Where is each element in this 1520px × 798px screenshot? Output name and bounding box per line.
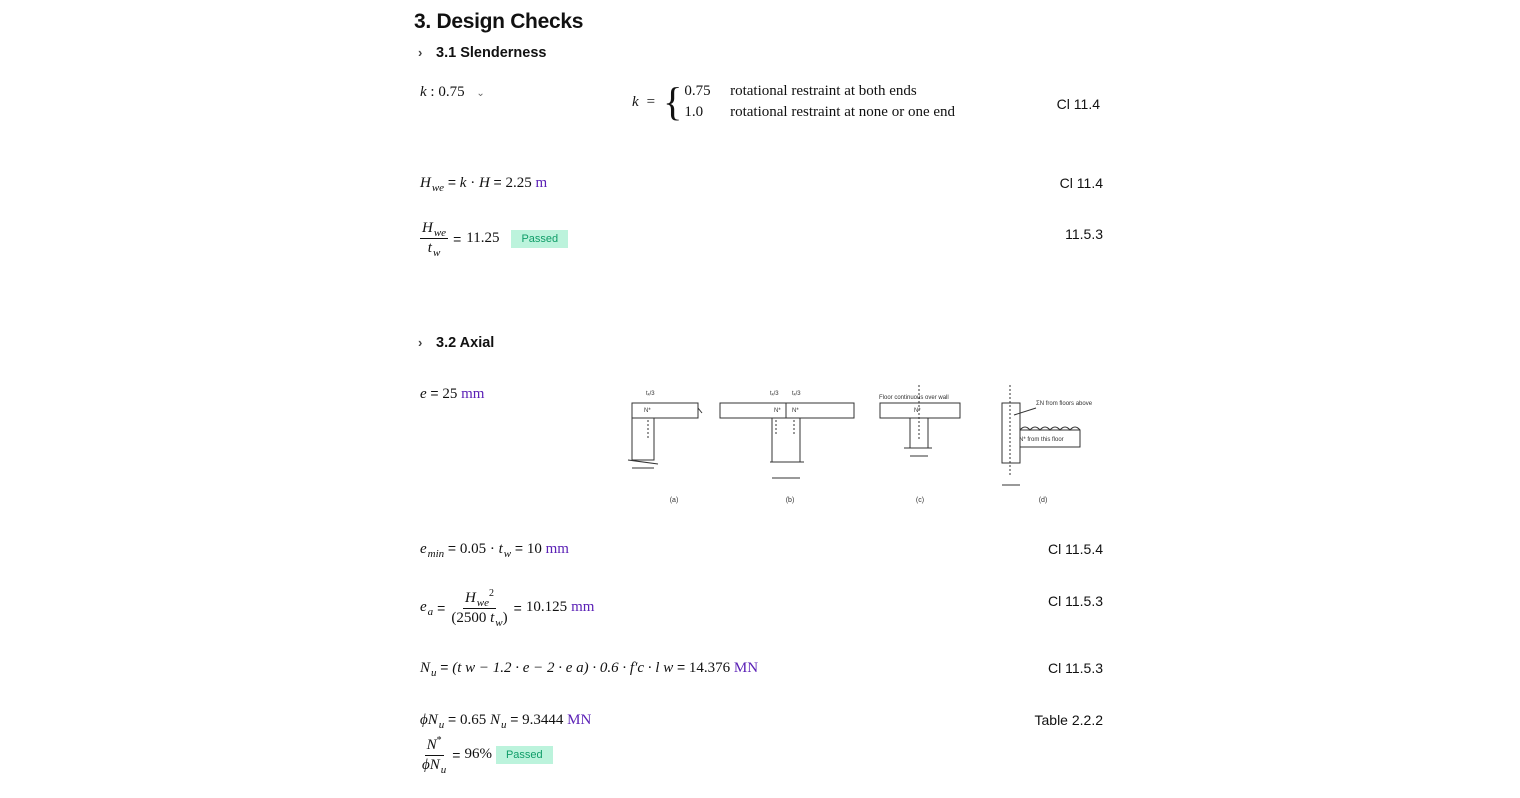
equals: =: [430, 385, 439, 401]
figure-label: (a): [669, 497, 679, 504]
result-value: 11.25: [466, 230, 500, 246]
figure-label: (d): [1038, 497, 1048, 504]
fraction: [449, 588, 509, 627]
denominator: [449, 609, 509, 627]
subscript: u: [438, 719, 445, 731]
clause-ref: Cl 11.5.3: [1048, 593, 1103, 609]
result-value: 14.376: [688, 660, 731, 676]
k-case-value: 0.75: [684, 83, 711, 99]
superscript: *: [436, 735, 442, 746]
subscript: w: [503, 548, 512, 560]
var: k: [459, 175, 467, 191]
var: e: [420, 599, 427, 615]
k-select[interactable]: [420, 84, 485, 101]
chevron-right-icon: ›: [418, 45, 423, 60]
result-value: 10: [526, 541, 542, 557]
unit: mm: [545, 541, 569, 557]
k-case-text: rotational restraint at none or one end: [730, 104, 956, 120]
wall-d: [1002, 403, 1020, 463]
equals: =: [447, 540, 457, 556]
equals: =: [452, 746, 461, 763]
operator: ·: [489, 541, 495, 557]
brace-icon: {: [663, 79, 683, 124]
k-value: : 0.75: [430, 84, 465, 100]
figure-text: ΣN from floors above: [1036, 401, 1093, 407]
var: ϕ: [422, 757, 430, 773]
eccentricity-figure: [624, 380, 1108, 510]
result-value: 2.25: [505, 175, 532, 191]
nu-equation: [420, 659, 758, 677]
section-header-slenderness[interactable]: [418, 45, 546, 61]
hwe-equation: [420, 174, 547, 192]
var: H: [478, 175, 490, 191]
var: N: [426, 737, 437, 753]
equals: =: [448, 711, 457, 727]
subscript: u: [500, 719, 507, 731]
var: N: [489, 712, 500, 728]
section-title: 3.1 Slenderness: [436, 45, 547, 61]
unit: mm: [571, 599, 595, 615]
var: ϕ: [420, 712, 428, 728]
wall-a: [632, 418, 654, 460]
section-title: 3.2 Axial: [436, 335, 495, 351]
var: t: [490, 610, 495, 626]
unit: m: [535, 175, 548, 191]
subscript: u: [431, 667, 437, 679]
ea-equation: [420, 588, 594, 627]
result-value: 96%: [464, 746, 492, 762]
var: N: [429, 757, 440, 773]
figure-text: tₓ/3: [646, 391, 655, 397]
unit: mm: [461, 386, 485, 402]
numerator: [420, 220, 448, 239]
subscript: we: [476, 597, 490, 609]
chevron-down-icon: ⌄: [476, 88, 485, 99]
subscript: we: [431, 182, 445, 194]
expression: (t w − 1.2 · e − 2 · e a) · 0.6 · f′c · l w: [452, 660, 674, 676]
fraction: [420, 220, 448, 257]
slenderness-ratio-equation: [420, 220, 568, 257]
var: e: [420, 386, 427, 402]
k-def-eq: =: [646, 93, 656, 110]
subscript: a: [427, 605, 434, 618]
result-value: 9.3444: [522, 712, 564, 728]
k-variable: k: [420, 84, 427, 100]
clause-ref: Cl 11.4: [1059, 175, 1103, 191]
slab-a: [632, 403, 698, 418]
equals: =: [510, 711, 519, 727]
unit: MN: [733, 660, 759, 676]
var: H: [420, 175, 431, 191]
clause-ref: Cl 11.5.3: [1048, 660, 1103, 676]
subscript: w: [432, 247, 441, 259]
equals: =: [447, 174, 457, 190]
equals: =: [514, 540, 524, 556]
numerator: [463, 588, 496, 609]
figure-label: (c): [915, 497, 925, 504]
figure-text: N*: [792, 408, 799, 414]
equals: =: [513, 599, 522, 616]
subscript: we: [433, 227, 447, 239]
figure-text: Floor continuous over wall: [879, 395, 949, 401]
clause-ref: 11.5.3: [1065, 226, 1103, 242]
den-prefix: (2500: [451, 610, 487, 626]
eccentricity-equation: [420, 385, 484, 403]
fraction: [420, 735, 448, 774]
denominator: [426, 239, 443, 257]
figure-text: N*: [914, 408, 921, 414]
var: H: [422, 220, 433, 236]
status-badge: Passed: [496, 746, 553, 764]
equals: =: [493, 174, 502, 190]
subscript: u: [440, 764, 447, 776]
unit: MN: [567, 712, 592, 728]
coefficient: 0.65: [459, 712, 487, 728]
section-header-axial[interactable]: [418, 335, 494, 351]
denominator: [420, 756, 448, 774]
operator: ·: [470, 175, 476, 191]
figure-text: N*: [644, 408, 651, 414]
k-case-value: 1.0: [684, 104, 704, 120]
equals: =: [676, 659, 686, 675]
k-case-text: rotational restraint at both ends: [730, 83, 917, 99]
slab-b: [720, 403, 854, 418]
clause-ref: Table 2.2.2: [1034, 712, 1103, 728]
var: t: [498, 541, 503, 557]
var: e: [420, 541, 427, 557]
figure-text: tₓ/3: [770, 391, 779, 397]
result-value: 25: [442, 386, 458, 402]
coefficient: 0.05: [459, 541, 487, 557]
figure-text: tₓ/3: [792, 391, 801, 397]
var: t: [427, 240, 432, 256]
k-def-lhs: k: [632, 93, 639, 110]
den-suffix: ): [502, 610, 508, 626]
chevron-right-icon: ›: [418, 335, 423, 350]
utilisation-equation: [420, 735, 553, 774]
superscript: 2: [489, 588, 495, 599]
figure-label: (b): [785, 497, 795, 504]
subscript: min: [427, 548, 445, 560]
var: H: [464, 590, 476, 606]
status-badge: Passed: [511, 230, 568, 248]
figure-text: N* from this floor: [1019, 437, 1064, 443]
var: N: [427, 712, 438, 728]
page-title: 3. Design Checks: [414, 10, 584, 33]
var: N: [420, 660, 431, 676]
phinu-equation: [420, 711, 591, 729]
equals: =: [440, 659, 449, 675]
emin-equation: [420, 540, 569, 558]
result-value: 10.125: [525, 599, 568, 615]
equals: =: [437, 599, 446, 616]
numerator: [425, 735, 444, 756]
figure-text: N*: [774, 408, 781, 414]
subscript: w: [495, 617, 503, 629]
clause-ref: Cl 11.4: [1056, 96, 1100, 112]
equals: =: [453, 230, 462, 247]
clause-ref: Cl 11.5.4: [1048, 541, 1103, 557]
